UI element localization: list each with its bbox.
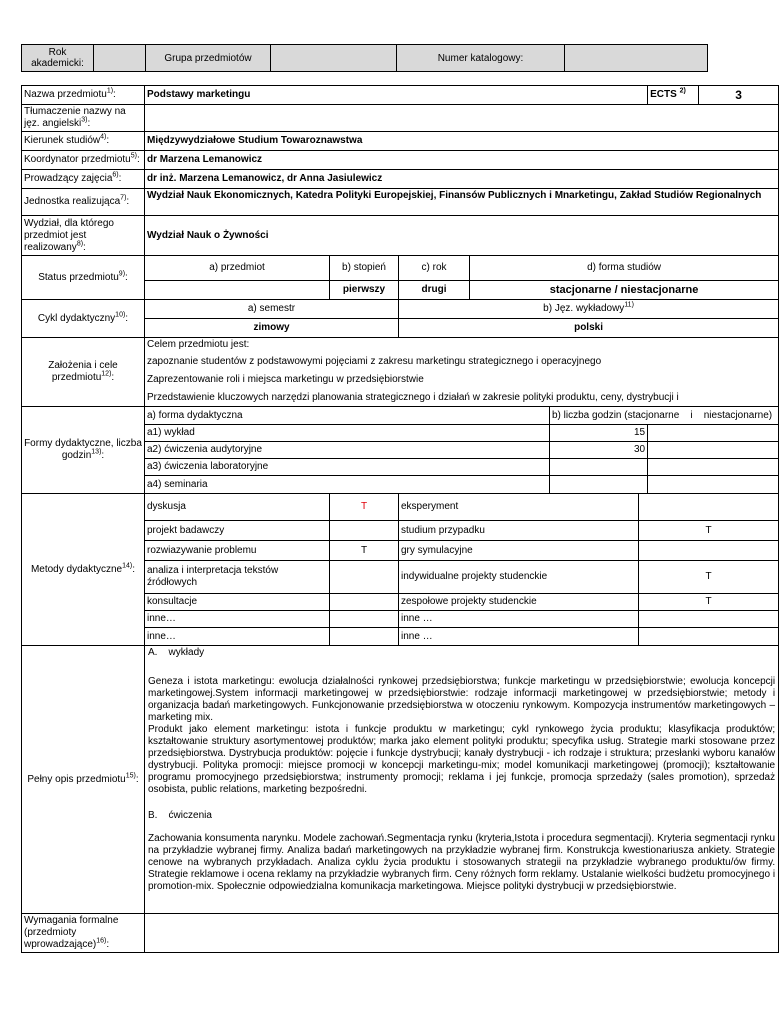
forma-niestac-hours [648, 459, 779, 476]
formy-godziny-header: b) liczba godzin (stacjonarne i niestacjonarne) [550, 407, 779, 425]
metoda-left-mark [330, 521, 399, 541]
ects-value: 3 [699, 86, 779, 105]
metoda-right-mark [639, 628, 779, 646]
forma-stac-hours [550, 476, 648, 494]
metoda-left-name: analiza i interpretacja tekstów źródłowych [145, 561, 330, 594]
koordynator-label: Koordynator przedmiotu$^{5)}$: [22, 151, 145, 170]
nazwa-value: Podstawy marketingu [145, 86, 648, 105]
opis-b-heading: B. ćwiczenia [148, 810, 212, 821]
formy-label: Formy dydaktyczne, liczba godzin$^{13)}$: [22, 407, 145, 494]
forma-stac-hours [550, 459, 648, 476]
numer-katalogowy-value [565, 45, 708, 72]
status-rok-value: drugi [399, 281, 470, 300]
zalozenia-line: Przedstawienie kluczowych narzędzi planowania strategicznego i działań w zakresie polityki produktu, ceny, dystrybucji i [147, 392, 679, 403]
row-jednostka [22, 189, 779, 216]
cykl-jezyk-header: b) Jęz. wykładowy$^{11)}$ [399, 300, 779, 319]
metoda-left-mark [330, 561, 399, 594]
zalozenia-line: Celem przedmiotu jest: [147, 339, 250, 350]
status-rok-header: c) rok [399, 256, 470, 281]
metoda-right-name: zespołowe projekty studenckie [399, 594, 639, 611]
zalozenia-line: zapoznanie studentów z podstawowymi pojęciami z zakresu marketingu strategicznego i operacyjnego [147, 356, 602, 367]
metoda-right-name: gry symulacyjne [399, 541, 639, 561]
tlumaczenie-value [145, 105, 779, 132]
opis-a-text: Geneza i istota marketingu: ewolucja działalności rynkowej przedsiębiorstwa; funkcje marketingu w przedsiębiorstwie; ewolucja koncepcji marketingowej.System informacji marketingowej w przedsiębiorstwie: rodzaje informacji marketingowej w przedsiębiorstwie; metody i organizacja badań marketingowych. Funkcjonowanie przedsiębiorstwa w otoczeniu rynkowym. Kompozycja instrumentów marketingowych – marketing mix. [148, 676, 776, 723]
jednostka-label: Jednostka realizująca$^{7)}$: [22, 189, 145, 216]
row-cykl-head [22, 300, 779, 319]
zalozenia-content [145, 338, 779, 407]
prowadzacy-label: Prowadzący zajęcia$^{6)}$: [22, 170, 145, 189]
jednostka-value: Wydział Nauk Ekonomicznych, Katedra Polityki Europejskiej, Finansów Publicznych i Mnarketingu, Zakład Studiów Regionalnych [145, 189, 779, 216]
opis-a-heading: A. wykłady [148, 647, 205, 658]
zalozenia-line: Zaprezentowanie roli i miejsca marketingu w przedsiębiorstwie [147, 374, 424, 385]
syllabus-table [21, 85, 779, 953]
row-prowadzacy [22, 170, 779, 189]
tlumaczenie-label: Tłumaczenie nazwy na jęz. angielski$^{3)}$: [22, 105, 145, 132]
forma-stac-hours: 15 [550, 425, 648, 442]
metoda-right-mark [639, 611, 779, 628]
metody-row [22, 494, 779, 521]
metoda-right-name: inne … [399, 628, 639, 646]
kierunek-value: Międzywydziałowe Studium Towaroznawstwa [145, 132, 779, 151]
metoda-left-mark [330, 611, 399, 628]
forma-name: a1) wykład [145, 425, 550, 442]
forma-name: a3) ćwiczenia laboratoryjne [145, 459, 550, 476]
row-nazwa [22, 86, 779, 105]
cykl-semestr-header: a) semestr [145, 300, 399, 319]
metoda-right-mark [639, 541, 779, 561]
status-forma-value: stacjonarne / niestacjonarne [470, 281, 779, 300]
metoda-left-name: rozwiazywanie problemu [145, 541, 330, 561]
status-przedmiot-header: a) przedmiot [145, 256, 330, 281]
row-tlumaczenie [22, 105, 779, 132]
prowadzacy-value: dr inż. Marzena Lemanowicz, dr Anna Jasiulewicz [145, 170, 779, 189]
koordynator-value: dr Marzena Lemanowicz [145, 151, 779, 170]
metoda-right-name: studium przypadku [399, 521, 639, 541]
metoda-left-name: konsultacje [145, 594, 330, 611]
metoda-left-mark [330, 628, 399, 646]
numer-katalogowy-label: Numer katalogowy: [397, 45, 565, 72]
metody-label: Metody dydaktyczne$^{14)}$: [22, 494, 145, 646]
metoda-left-name: inne… [145, 611, 330, 628]
metoda-right-name: inne … [399, 611, 639, 628]
opis-a-text2: Produkt jako element marketingu: istota i funkcje produktu w marketingu; cykl rynkowego życia produktu; klasyfikacja produktów; kształtowanie struktury asortymentowej produktów; marka jako element polityki produktu; specyfika usług. Strategie marki stosowane przez przedsiębiorstwa. Dystrybucja produktów: pojęcie i funkcje dystrybucji; kanały dystrybucji - ich rodzaje i struktura; przesłanki wyboru kanałów dystrybucji. Polityka promocji: miejsce promocji w koncepcji marketingu-mix; model komunikacji marketingowej (promocji); kształtowanie programu promocyjnego przedsiębiorstwa; instrumenty promocji; reklama i jej funkcje, promocja sprzedaży (sales promotion), sprzedaż osobista, public relations, marketing bezpośredni. [148, 724, 776, 795]
cykl-jezyk-value: polski [399, 319, 779, 338]
nazwa-label: Nazwa przedmiotu$^{1)}$: [22, 86, 145, 105]
cykl-semestr-value: zimowy [145, 319, 399, 338]
metoda-left-name: dyskusja [145, 494, 330, 521]
metoda-right-mark: T [639, 561, 779, 594]
status-stopien-header: b) stopień [330, 256, 399, 281]
metoda-left-mark: T [330, 541, 399, 561]
status-przedmiot-value [145, 281, 330, 300]
forma-name: a4) seminaria [145, 476, 550, 494]
forma-niestac-hours [648, 442, 779, 459]
opis-b-text: Zachowania konsumenta narynku. Modele zachowań.Segmentacja rynku (kryteria,Istota i procedura segmentacji). Kryteria segmentacji rynku na przykładzie wybranej firmy. Analiza badań marketingowych na przykładzie wybranej firm. Konstrukcja kwestionariusza ankiety. Strategie cenowe na wybranych przykładach. Analiza cyklu życia produktu i stosowanych strategii na przykładzie wybranego produktu/ów firmy. Strategie reklamowe i ocena reklamy na przykładzie wybranych firm. Ceny różnych form reklamy. Ustalanie wielkości budżetu promocyjnego i promotion-mix. Społecznie odpowiedzialna komunikacja marketingowa. Miejsce polityki dystrybucji w przedsiębiorstwie. [148, 833, 776, 892]
metoda-right-name: indywidualne projekty studenckie [399, 561, 639, 594]
metoda-left-name: projekt badawczy [145, 521, 330, 541]
header-table [21, 44, 708, 72]
status-label: Status przedmiotu$^{9)}$: [22, 256, 145, 300]
metoda-right-name: eksperyment [399, 494, 639, 521]
ects-label: ECTS $^{2)}$ [648, 86, 699, 105]
row-wymagania [22, 914, 779, 953]
row-status-head [22, 256, 779, 281]
metoda-right-mark: T [639, 594, 779, 611]
opis-label: Pełny opis przedmiotu$^{15)}$: [22, 646, 145, 914]
metoda-left-name: inne… [145, 628, 330, 646]
kierunek-label: Kierunek studiów$^{4)}$: [22, 132, 145, 151]
row-wydzial [22, 216, 779, 256]
wydzial-value: Wydział Nauk o Żywności [145, 216, 779, 256]
status-stopien-value: pierwszy [330, 281, 399, 300]
row-opis [22, 646, 779, 914]
wymagania-value [145, 914, 779, 953]
row-kierunek [22, 132, 779, 151]
status-forma-header: d) forma studiów [470, 256, 779, 281]
rok-akademicki-value [94, 45, 146, 72]
formy-forma-header: a) forma dydaktyczna [145, 407, 550, 425]
forma-name: a2) ćwiczenia audytoryjne [145, 442, 550, 459]
grupa-przedmiotow-label: Grupa przedmiotów [146, 45, 271, 72]
grupa-przedmiotow-value [271, 45, 397, 72]
cykl-label: Cykl dydaktyczny$^{10)}$: [22, 300, 145, 338]
opis-content [145, 646, 779, 914]
row-koordynator [22, 151, 779, 170]
metoda-right-mark: T [639, 521, 779, 541]
forma-niestac-hours [648, 425, 779, 442]
metoda-left-mark [330, 594, 399, 611]
row-zalozenia [22, 338, 779, 407]
zalozenia-label: Założenia i cele przedmiotu$^{12)}$: [22, 338, 145, 407]
forma-stac-hours: 30 [550, 442, 648, 459]
wydzial-label: Wydział, dla którego przedmiot jest realizowany$^{8)}$: [22, 216, 145, 256]
wymagania-label: Wymagania formalne (przedmioty wprowadzające)$^{16)}$: [22, 914, 145, 953]
metoda-left-mark: T [330, 494, 399, 521]
forma-niestac-hours [648, 476, 779, 494]
rok-akademicki-label: Rok akademicki: [22, 45, 94, 72]
row-formy-head [22, 407, 779, 425]
metoda-right-mark [639, 494, 779, 521]
